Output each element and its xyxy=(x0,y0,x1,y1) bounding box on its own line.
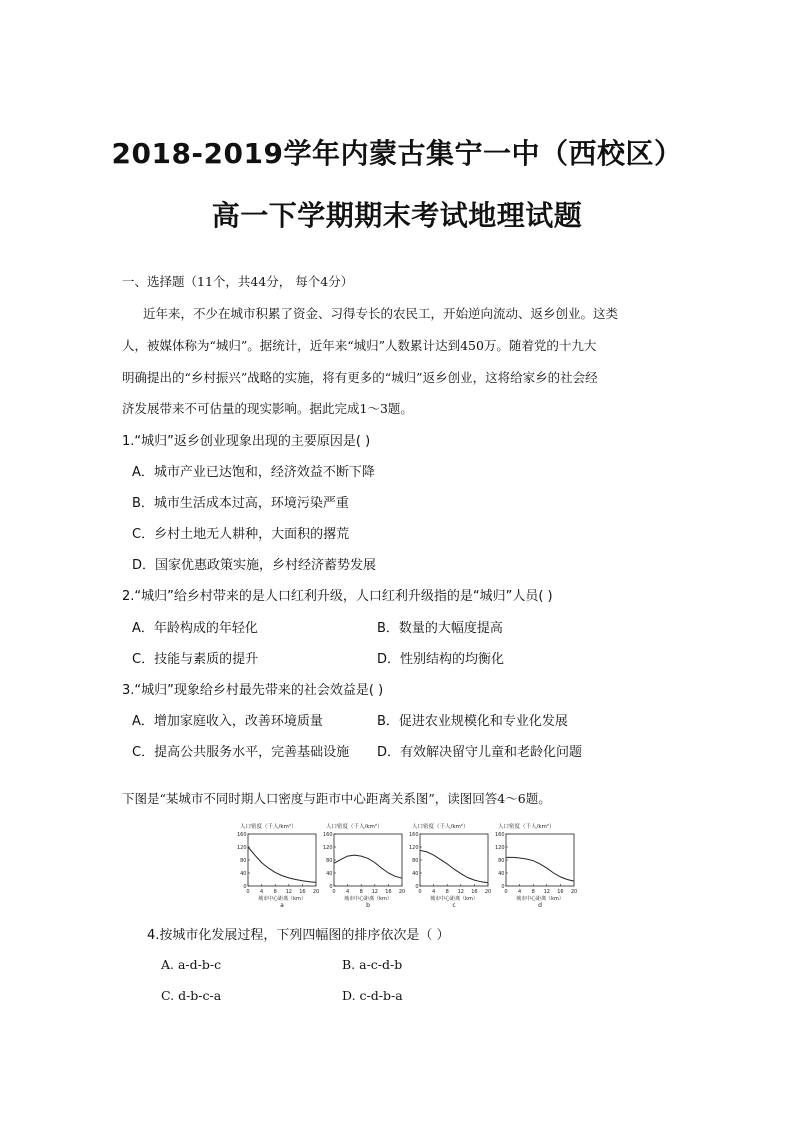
density-series-line xyxy=(420,850,488,883)
x-tick-label: 8 xyxy=(273,889,277,895)
y-tick-label: 160 xyxy=(236,832,247,838)
x-tick-label: 16 xyxy=(299,889,306,895)
y-tick-label: 160 xyxy=(408,832,419,838)
q3-option-c[interactable]: C．提高公共服务水平，完善基础设施 xyxy=(132,745,350,760)
y-tick-label: 0 xyxy=(415,884,419,890)
density-series-line xyxy=(334,855,402,878)
x-tick-label: 4 xyxy=(432,889,436,895)
chart-xlabel: 城市中心距离（km） xyxy=(430,896,478,902)
y-tick-label: 160 xyxy=(322,832,333,838)
x-tick-label: 0 xyxy=(332,889,336,895)
x-tick-label: 16 xyxy=(385,889,392,895)
y-tick-label: 0 xyxy=(501,884,505,890)
passage-line: 济发展带来不可估量的现实影响。据此完成1～3题。 xyxy=(122,401,413,416)
chart-panel-label: b xyxy=(366,902,370,909)
chart-panel-label: c xyxy=(452,902,456,909)
chart-xlabel: 城市中心距离（km） xyxy=(344,896,392,902)
y-tick-label: 80 xyxy=(498,858,505,864)
y-tick-label: 120 xyxy=(408,845,419,851)
q1-option-b[interactable]: B．城市生活成本过高，环境污染严重 xyxy=(132,496,349,511)
density-charts-svg xyxy=(236,820,576,910)
chart-frame xyxy=(334,834,402,886)
chart-frame xyxy=(420,834,488,886)
y-tick-label: 0 xyxy=(243,884,247,890)
x-tick-label: 16 xyxy=(471,889,478,895)
passage-line: 明确提出的“乡村振兴”战略的实施，将有更多的“城归”返乡创业，这将给家乡的社会经 xyxy=(122,370,598,385)
q4-option-c[interactable]: C. d-b-c-a xyxy=(161,988,222,1003)
y-tick-label: 40 xyxy=(240,871,247,877)
y-tick-label: 40 xyxy=(326,871,333,877)
y-tick-label: 80 xyxy=(412,858,419,864)
chart-xlabel: 城市中心距离（km） xyxy=(258,896,306,902)
chart-ylabel: 人口密度（千人/km²） xyxy=(412,824,469,830)
x-tick-label: 12 xyxy=(457,889,464,895)
x-tick-label: 20 xyxy=(570,889,578,895)
density-series-line xyxy=(248,847,316,882)
x-tick-label: 4 xyxy=(346,889,350,895)
chart-ylabel: 人口密度（千人/km²） xyxy=(498,824,555,830)
chart-ylabel: 人口密度（千人/km²） xyxy=(240,824,297,830)
q1-option-c[interactable]: C．乡村土地无人耕种，大面积的撂荒 xyxy=(132,527,350,542)
q2-option-c[interactable]: C．技能与素质的提升 xyxy=(132,652,259,667)
y-tick-label: 160 xyxy=(494,832,505,838)
y-tick-label: 120 xyxy=(494,845,505,851)
x-tick-label: 4 xyxy=(518,889,522,895)
exam-title-line2: 高一下学期期末考试地理试题 xyxy=(211,199,583,232)
y-tick-label: 40 xyxy=(412,871,419,877)
q4-option-b[interactable]: B. a-c-d-b xyxy=(342,957,403,972)
density-charts xyxy=(236,820,576,910)
q4-option-a[interactable]: A. a-d-b-c xyxy=(161,957,222,972)
section-heading: 一、选择题（11个，共44分， 每个4分） xyxy=(122,274,354,289)
chart-xlabel: 城市中心距离（km） xyxy=(516,896,564,902)
chart-panel-label: a xyxy=(280,902,284,909)
figure-intro: 下图是“某城市不同时期人口密度与距市中心距离关系图”，读图回答4～6题。 xyxy=(122,791,551,806)
passage-line: 近年来，不少在城市积累了资金、习得专长的农民工，开始逆向流动、返乡创业。这类 xyxy=(143,306,619,321)
question-1-stem: 1.“城归”返乡创业现象出现的主要原因是( ) xyxy=(122,434,371,449)
density-series-line xyxy=(506,857,574,881)
y-tick-label: 80 xyxy=(326,858,333,864)
x-tick-label: 0 xyxy=(246,889,250,895)
chart-ylabel: 人口密度（千人/km²） xyxy=(326,824,383,830)
x-tick-label: 4 xyxy=(260,889,264,895)
x-tick-label: 20 xyxy=(398,889,406,895)
q1-option-a[interactable]: A．城市产业已达饱和，经济效益不断下降 xyxy=(132,465,375,480)
x-tick-label: 20 xyxy=(484,889,492,895)
x-tick-label: 20 xyxy=(312,889,320,895)
question-2-stem: 2.“城归”给乡村带来的是人口红利升级，人口红利升级指的是“城归”人员( ) xyxy=(122,589,553,604)
question-3-stem: 3.“城归”现象给乡村最先带来的社会效益是( ) xyxy=(122,683,384,698)
exam-title-line1: 2018-2019学年内蒙古集宁一中（西校区） xyxy=(111,137,683,170)
q2-option-a[interactable]: A．年龄构成的年轻化 xyxy=(132,621,258,636)
question-4-stem: 4.按城市化发展过程，下列四幅图的排序依次是（ ） xyxy=(147,928,450,943)
y-tick-label: 120 xyxy=(322,845,333,851)
x-tick-label: 16 xyxy=(557,889,564,895)
q2-option-b[interactable]: B．数量的大幅度提高 xyxy=(377,621,503,636)
x-tick-label: 8 xyxy=(531,889,535,895)
q3-option-d[interactable]: D．有效解决留守儿童和老龄化问题 xyxy=(377,745,583,760)
x-tick-label: 0 xyxy=(418,889,422,895)
x-tick-label: 12 xyxy=(371,889,378,895)
q2-option-d[interactable]: D．性别结构的均衡化 xyxy=(377,652,505,667)
q4-option-d[interactable]: D. c-d-b-a xyxy=(342,988,403,1003)
chart-panel-label: d xyxy=(538,902,542,909)
q1-option-d[interactable]: D．国家优惠政策实施，乡村经济蓄势发展 xyxy=(132,558,377,573)
x-tick-label: 8 xyxy=(445,889,449,895)
x-tick-label: 12 xyxy=(543,889,550,895)
y-tick-label: 40 xyxy=(498,871,505,877)
q3-option-b[interactable]: B．促进农业规模化和专业化发展 xyxy=(377,714,568,729)
x-tick-label: 8 xyxy=(359,889,363,895)
y-tick-label: 120 xyxy=(236,845,247,851)
q3-option-a[interactable]: A．增加家庭收入，改善环境质量 xyxy=(132,714,323,729)
x-tick-label: 12 xyxy=(285,889,292,895)
x-tick-label: 0 xyxy=(504,889,508,895)
y-tick-label: 80 xyxy=(240,858,247,864)
passage-line: 人，被媒体称为“城归”。据统计，近年来“城归”人数累计达到450万。随着党的十九大 xyxy=(122,338,597,353)
y-tick-label: 0 xyxy=(329,884,333,890)
chart-frame xyxy=(248,834,316,886)
